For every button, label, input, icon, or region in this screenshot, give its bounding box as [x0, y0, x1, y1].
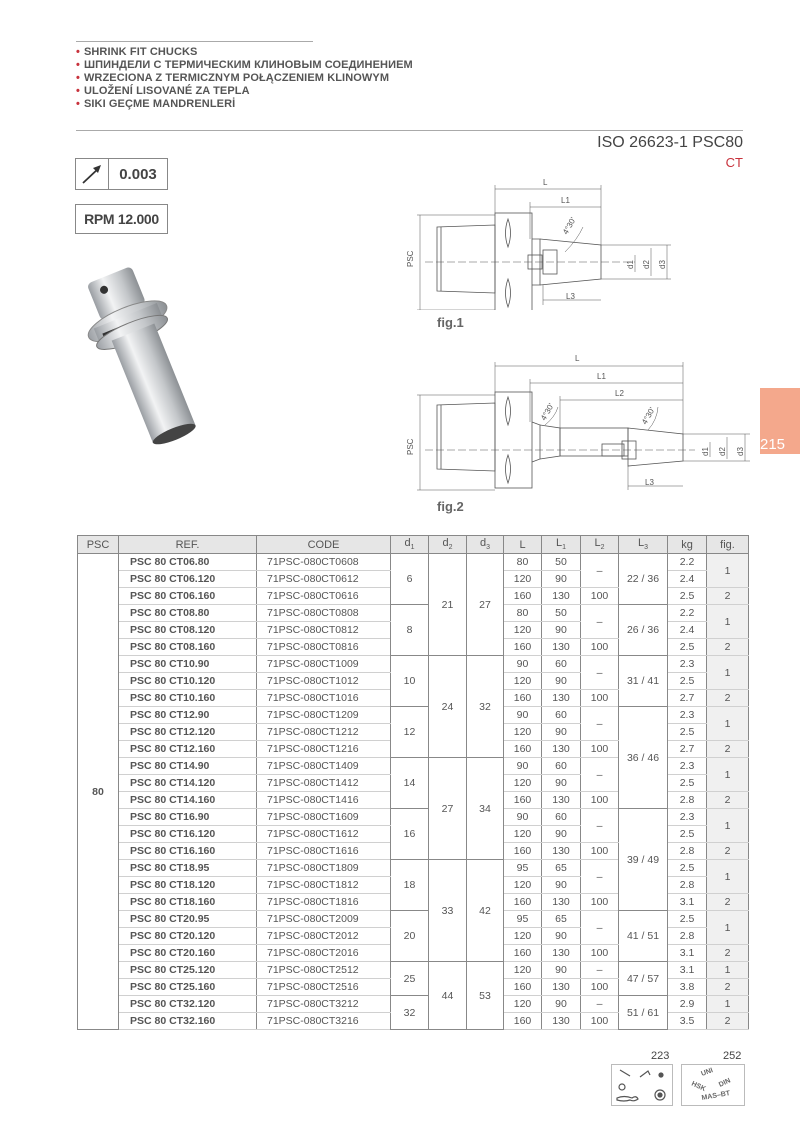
col-header-sub: 1	[562, 544, 567, 552]
cell-kg: 2.5	[668, 826, 707, 843]
cell-l1: 90	[542, 962, 581, 979]
dim-d1: d1	[626, 260, 635, 269]
cell-code: 71PSC-080CT1212	[257, 724, 391, 741]
cell-l1: 65	[542, 911, 581, 928]
cell-fig: 2	[707, 741, 749, 758]
col-header-sub: 1	[410, 544, 415, 552]
cell-l1: 130	[542, 945, 581, 962]
col-header	[707, 536, 749, 554]
cell-code: 71PSC-080CT2512	[257, 962, 391, 979]
cell-ref: PSC 80 CT14.90	[119, 758, 257, 775]
cell-l: 160	[504, 639, 542, 656]
cell-l2: 100	[581, 690, 619, 707]
cell-kg: 2.3	[668, 758, 707, 775]
cell-ref: PSC 80 CT08.160	[119, 639, 257, 656]
cell-code: 71PSC-080CT2012	[257, 928, 391, 945]
col-header	[119, 536, 257, 554]
col-header-label: d	[442, 537, 449, 550]
cell-kg: 2.7	[668, 690, 707, 707]
title-line: • SHRINK FIT CHUCKS	[76, 46, 198, 58]
cell-code: 71PSC-080CT3216	[257, 1013, 391, 1030]
title-line: • SIKI GEÇME MANDRENLERİ	[76, 98, 236, 110]
col-header-label: REF.	[175, 538, 200, 551]
col-header-sub: 3	[486, 544, 491, 552]
cell-l: 120	[504, 877, 542, 894]
cell-l1: 50	[542, 605, 581, 622]
rpm-box: RPM 12.000	[75, 204, 168, 234]
dim-d2: d2	[642, 260, 651, 269]
cell-l2: 100	[581, 979, 619, 996]
cell-l1: 60	[542, 758, 581, 775]
cell-l2: 100	[581, 741, 619, 758]
cell-ref: PSC 80 CT14.120	[119, 775, 257, 792]
col-header-label: kg	[681, 538, 693, 551]
cell-fig: 2	[707, 639, 749, 656]
col-header	[542, 536, 581, 554]
cell-l1: 65	[542, 860, 581, 877]
adapters-page-ref[interactable]: 252	[723, 1050, 742, 1062]
cell-d1: 32	[391, 996, 429, 1030]
cell-kg: 2.5	[668, 588, 707, 605]
cell-ref: PSC 80 CT16.160	[119, 843, 257, 860]
col-header	[668, 536, 707, 554]
col-header-label: L	[555, 537, 563, 550]
cell-kg: 3.8	[668, 979, 707, 996]
cell-kg: 2.3	[668, 707, 707, 724]
cell-l1: 130	[542, 979, 581, 996]
cell-l2: –	[581, 996, 619, 1013]
cell-kg: 2.8	[668, 928, 707, 945]
cell-d2: 44	[429, 962, 467, 1030]
top-rule	[76, 41, 313, 42]
dim-l3: L3	[645, 478, 654, 487]
cell-d2: 24	[429, 656, 467, 758]
cell-fig: 2	[707, 979, 749, 996]
cell-l1: 130	[542, 894, 581, 911]
cell-fig: 1	[707, 962, 749, 979]
cell-kg: 2.5	[668, 639, 707, 656]
col-header-label: L	[637, 537, 645, 550]
title-list	[76, 46, 413, 111]
cell-kg: 2.5	[668, 775, 707, 792]
cell-fig: 2	[707, 894, 749, 911]
cell-ref: PSC 80 CT12.120	[119, 724, 257, 741]
dim-l: L	[575, 354, 580, 363]
cell-l2: 100	[581, 945, 619, 962]
cell-kg: 2.5	[668, 673, 707, 690]
page-number: 215	[760, 436, 786, 453]
header-rule	[76, 130, 743, 131]
cell-l1: 130	[542, 588, 581, 605]
cell-d1: 18	[391, 860, 429, 911]
col-header	[257, 536, 391, 554]
cell-ref: PSC 80 CT14.160	[119, 792, 257, 809]
dim-angle-2: 4°30'	[639, 405, 657, 426]
cell-l2: 100	[581, 894, 619, 911]
cell-l: 95	[504, 911, 542, 928]
cell-kg: 2.2	[668, 605, 707, 622]
cell-l: 120	[504, 724, 542, 741]
col-header	[467, 536, 504, 554]
cell-l: 160	[504, 690, 542, 707]
cell-l: 120	[504, 996, 542, 1013]
cell-l: 90	[504, 809, 542, 826]
fig2-label: fig.2	[437, 499, 464, 514]
cell-fig: 1	[707, 656, 749, 690]
cell-ref: PSC 80 CT06.120	[119, 571, 257, 588]
col-header	[429, 536, 467, 554]
cell-code: 71PSC-080CT2009	[257, 911, 391, 928]
cell-d2: 33	[429, 860, 467, 962]
cell-l: 120	[504, 962, 542, 979]
cell-l1: 130	[542, 741, 581, 758]
cell-fig: 2	[707, 1013, 749, 1030]
adapter-din: DIN	[717, 1077, 732, 1089]
cell-fig: 2	[707, 843, 749, 860]
cell-code: 71PSC-080CT1816	[257, 894, 391, 911]
cell-kg: 3.1	[668, 894, 707, 911]
cell-fig: 1	[707, 554, 749, 588]
cell-ref: PSC 80 CT20.95	[119, 911, 257, 928]
dim-l1: L1	[597, 372, 606, 381]
cell-d1: 16	[391, 809, 429, 860]
cell-l3: 36 / 46	[619, 707, 668, 809]
cell-code: 71PSC-080CT0612	[257, 571, 391, 588]
cell-l: 90	[504, 758, 542, 775]
cell-code: 71PSC-080CT1812	[257, 877, 391, 894]
col-header-label: L	[519, 538, 526, 551]
cell-l2: –	[581, 962, 619, 979]
cell-l: 160	[504, 945, 542, 962]
cell-code: 71PSC-080CT1409	[257, 758, 391, 775]
dim-psc: PSC	[406, 438, 415, 455]
cell-l2: 100	[581, 843, 619, 860]
cell-l1: 130	[542, 1013, 581, 1030]
cell-code: 71PSC-080CT2016	[257, 945, 391, 962]
cell-code: 71PSC-080CT0816	[257, 639, 391, 656]
cell-kg: 2.5	[668, 911, 707, 928]
cell-code: 71PSC-080CT1209	[257, 707, 391, 724]
cell-code: 71PSC-080CT1216	[257, 741, 391, 758]
col-header-label: PSC	[86, 538, 110, 551]
cell-l: 90	[504, 656, 542, 673]
cell-l1: 60	[542, 809, 581, 826]
col-header	[504, 536, 542, 554]
cell-fig: 1	[707, 605, 749, 639]
cell-l2: –	[581, 809, 619, 843]
cell-code: 71PSC-080CT0812	[257, 622, 391, 639]
cell-l2: –	[581, 554, 619, 588]
cell-l1: 90	[542, 673, 581, 690]
cell-l: 95	[504, 860, 542, 877]
runout-arrow-icon	[76, 159, 109, 189]
col-header-label: CODE	[307, 538, 340, 551]
title-line: • ULOŽENÍ LISOVANÉ ZA TEPLA	[76, 85, 250, 97]
dim-psc: PSC	[406, 250, 415, 267]
cell-l2: –	[581, 911, 619, 945]
col-header	[78, 536, 119, 554]
cell-fig: 1	[707, 707, 749, 741]
cell-kg: 2.5	[668, 724, 707, 741]
dim-l1: L1	[561, 196, 570, 205]
cell-d1: 25	[391, 962, 429, 996]
cell-code: 71PSC-080CT1412	[257, 775, 391, 792]
cell-l: 80	[504, 554, 542, 571]
cell-l: 120	[504, 673, 542, 690]
cell-l: 160	[504, 588, 542, 605]
adapters-icon[interactable]	[681, 1064, 745, 1106]
cell-l1: 90	[542, 877, 581, 894]
cell-code: 71PSC-080CT0616	[257, 588, 391, 605]
cell-ref: PSC 80 CT25.160	[119, 979, 257, 996]
table-row	[78, 605, 749, 622]
cell-ref: PSC 80 CT10.160	[119, 690, 257, 707]
cell-code: 71PSC-080CT1609	[257, 809, 391, 826]
cell-kg: 3.1	[668, 962, 707, 979]
cell-l: 120	[504, 571, 542, 588]
cell-fig: 2	[707, 792, 749, 809]
cell-l3: 47 / 57	[619, 962, 668, 996]
cell-l1: 130	[542, 792, 581, 809]
cell-l3: 39 / 49	[619, 809, 668, 911]
cell-kg: 2.5	[668, 860, 707, 877]
cell-kg: 2.4	[668, 622, 707, 639]
cell-l2: 100	[581, 792, 619, 809]
cell-l1: 90	[542, 928, 581, 945]
tools-icon[interactable]	[611, 1064, 673, 1106]
cell-ref: PSC 80 CT10.120	[119, 673, 257, 690]
cell-code: 71PSC-080CT1016	[257, 690, 391, 707]
cell-d2: 27	[429, 758, 467, 860]
col-header-label: fig.	[720, 538, 735, 551]
cell-l: 160	[504, 894, 542, 911]
cell-l1: 90	[542, 724, 581, 741]
cell-code: 71PSC-080CT1009	[257, 656, 391, 673]
cell-code: 71PSC-080CT2516	[257, 979, 391, 996]
cell-l: 120	[504, 826, 542, 843]
cell-l3: 41 / 51	[619, 911, 668, 962]
cell-kg: 2.8	[668, 792, 707, 809]
adapter-uni: UNI	[700, 1067, 715, 1078]
cell-fig: 1	[707, 860, 749, 894]
table-row	[78, 962, 749, 979]
accessories-page-ref[interactable]: 223	[651, 1050, 670, 1062]
standard-title: ISO 26623-1 PSC80	[597, 134, 743, 151]
col-header	[581, 536, 619, 554]
cell-kg: 2.3	[668, 656, 707, 673]
cell-l: 80	[504, 605, 542, 622]
cell-l3: 51 / 61	[619, 996, 668, 1030]
cell-fig: 2	[707, 690, 749, 707]
cell-l: 160	[504, 843, 542, 860]
cell-code: 71PSC-080CT0608	[257, 554, 391, 571]
cell-ref: PSC 80 CT16.90	[119, 809, 257, 826]
cell-l: 160	[504, 1013, 542, 1030]
col-header	[619, 536, 668, 554]
cell-kg: 2.9	[668, 996, 707, 1013]
cell-ref: PSC 80 CT20.160	[119, 945, 257, 962]
runout-box	[75, 158, 168, 190]
cell-l1: 90	[542, 775, 581, 792]
spec-table	[77, 535, 749, 1030]
cell-ref: PSC 80 CT10.90	[119, 656, 257, 673]
cell-l2: –	[581, 860, 619, 894]
cell-l1: 130	[542, 639, 581, 656]
col-header	[391, 536, 429, 554]
cell-ref: PSC 80 CT12.90	[119, 707, 257, 724]
cell-l3: 22 / 36	[619, 554, 668, 605]
cell-fig: 1	[707, 809, 749, 843]
title-line: • WRZECIONA Z TERMICZNYM POŁĄCZENIEM KLINOWYM	[76, 72, 390, 84]
table-row	[78, 656, 749, 673]
dim-l: L	[543, 178, 548, 187]
dim-angle-1: 4°30'	[538, 401, 556, 422]
col-header-label: L	[594, 537, 601, 550]
cell-l2: 100	[581, 588, 619, 605]
dim-d3: d3	[736, 447, 745, 456]
cell-d3: 42	[467, 860, 504, 962]
cell-l1: 90	[542, 826, 581, 843]
table-body	[78, 554, 749, 1030]
cell-l: 120	[504, 928, 542, 945]
cell-l1: 90	[542, 571, 581, 588]
cell-l2: –	[581, 707, 619, 741]
cell-code: 71PSC-080CT1012	[257, 673, 391, 690]
runout-value: 0.003	[119, 165, 157, 183]
cell-code: 71PSC-080CT1416	[257, 792, 391, 809]
cell-kg: 2.2	[668, 554, 707, 571]
col-header-label: d	[404, 537, 411, 550]
cell-d1: 14	[391, 758, 429, 809]
cell-l1: 130	[542, 690, 581, 707]
cell-code: 71PSC-080CT1809	[257, 860, 391, 877]
cell-ref: PSC 80 CT25.120	[119, 962, 257, 979]
cell-d1: 20	[391, 911, 429, 962]
cell-l2: –	[581, 605, 619, 639]
cell-kg: 2.8	[668, 877, 707, 894]
cell-d1: 6	[391, 554, 429, 605]
cell-l1: 60	[542, 656, 581, 673]
product-image	[84, 245, 214, 450]
cell-l2: 100	[581, 639, 619, 656]
cell-psc: 80	[78, 554, 119, 1030]
cell-ref: PSC 80 CT32.120	[119, 996, 257, 1013]
cell-ref: PSC 80 CT18.95	[119, 860, 257, 877]
cell-kg: 2.4	[668, 571, 707, 588]
cell-kg: 2.7	[668, 741, 707, 758]
cell-kg: 2.8	[668, 843, 707, 860]
fig2-drawing	[395, 345, 755, 500]
cell-l1: 60	[542, 707, 581, 724]
cell-l1: 50	[542, 554, 581, 571]
cell-ref: PSC 80 CT08.80	[119, 605, 257, 622]
cell-code: 71PSC-080CT0808	[257, 605, 391, 622]
cell-d3: 34	[467, 758, 504, 860]
cell-fig: 2	[707, 588, 749, 605]
cell-l: 120	[504, 775, 542, 792]
cell-fig: 1	[707, 758, 749, 792]
table-row	[78, 911, 749, 928]
cell-ref: PSC 80 CT18.120	[119, 877, 257, 894]
cell-l1: 130	[542, 843, 581, 860]
cell-kg: 3.5	[668, 1013, 707, 1030]
cell-ref: PSC 80 CT20.120	[119, 928, 257, 945]
col-header-sub: 3	[644, 544, 649, 552]
table-row	[78, 809, 749, 826]
dim-l2: L2	[615, 389, 624, 398]
cell-code: 71PSC-080CT3212	[257, 996, 391, 1013]
cell-d1: 8	[391, 605, 429, 656]
dim-angle: 4°30'	[560, 215, 578, 236]
dim-d3: d3	[658, 260, 667, 269]
cell-l: 160	[504, 741, 542, 758]
cell-l: 90	[504, 707, 542, 724]
cell-ref: PSC 80 CT08.120	[119, 622, 257, 639]
cell-kg: 3.1	[668, 945, 707, 962]
table-row	[78, 707, 749, 724]
cell-fig: 2	[707, 945, 749, 962]
cell-l2: 100	[581, 1013, 619, 1030]
cell-l: 160	[504, 792, 542, 809]
col-header-label: d	[479, 537, 487, 550]
cell-d1: 12	[391, 707, 429, 758]
cell-code: 71PSC-080CT1612	[257, 826, 391, 843]
cell-ref: PSC 80 CT18.160	[119, 894, 257, 911]
cell-d3: 27	[467, 554, 504, 656]
cell-l: 160	[504, 979, 542, 996]
cell-l3: 26 / 36	[619, 605, 668, 656]
dim-d1: d1	[701, 447, 710, 456]
fig1-drawing	[395, 175, 685, 315]
table-row	[78, 554, 749, 571]
dim-l3: L3	[566, 292, 575, 301]
cell-ref: PSC 80 CT16.120	[119, 826, 257, 843]
cell-l1: 90	[542, 996, 581, 1013]
cell-d1: 10	[391, 656, 429, 707]
adapter-mas-bt: MAS–BT	[701, 1090, 731, 1102]
cell-d2: 21	[429, 554, 467, 656]
cell-kg: 2.3	[668, 809, 707, 826]
col-header-sub: 2	[448, 544, 453, 552]
cell-ref: PSC 80 CT12.160	[119, 741, 257, 758]
table-row	[78, 996, 749, 1013]
adapter-hsk: HSK	[690, 1080, 707, 1094]
cell-l1: 90	[542, 622, 581, 639]
type-code: CT	[725, 155, 743, 170]
dim-d2: d2	[718, 447, 727, 456]
cell-ref: PSC 80 CT06.80	[119, 554, 257, 571]
cell-l2: –	[581, 656, 619, 690]
cell-ref: PSC 80 CT06.160	[119, 588, 257, 605]
cell-l3: 31 / 41	[619, 656, 668, 707]
table-header	[78, 536, 749, 554]
cell-code: 71PSC-080CT1616	[257, 843, 391, 860]
cell-fig: 1	[707, 996, 749, 1013]
cell-l: 120	[504, 622, 542, 639]
cell-ref: PSC 80 CT32.160	[119, 1013, 257, 1030]
title-line: • ШПИНДЕЛИ С ТЕРМИЧЕСКИМ КЛИНОВЫМ СОЕДИНЕНИЕМ	[76, 59, 413, 71]
fig1-label: fig.1	[437, 315, 464, 330]
cell-fig: 1	[707, 911, 749, 945]
cell-d3: 53	[467, 962, 504, 1030]
col-header-sub: 2	[600, 544, 605, 552]
cell-d3: 32	[467, 656, 504, 758]
cell-l2: –	[581, 758, 619, 792]
